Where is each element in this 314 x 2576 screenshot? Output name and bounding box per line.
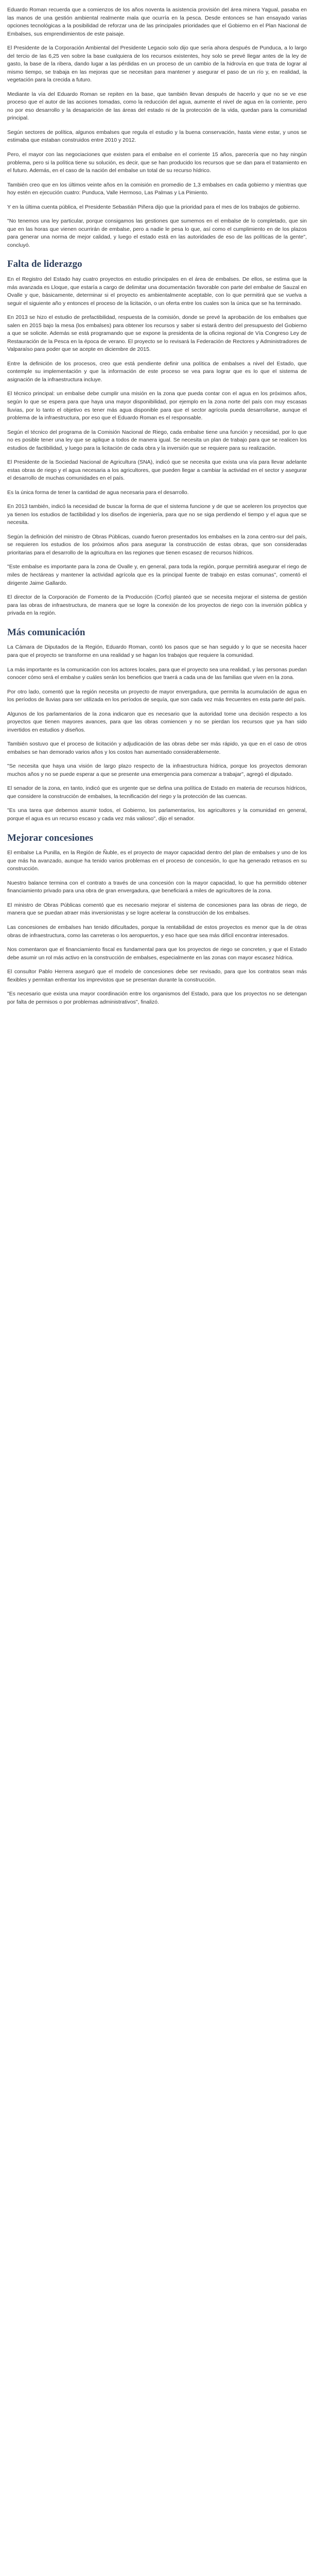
comunicacion-paragraph-3: Por otro lado, comentó que la región necesita un proyecto de mayor envergadura, que permita la acumulación de agua en los períodos de lluvias para ser utilizada en los períodos de sequía, que son cada vez más frecuentes en esta parte del país. <box>7 688 307 703</box>
concesiones-paragraph-1: El embalse La Punilla, en la Región de Ñuble, es el proyecto de mayor capacidad dentro del plan de embalses y uno de los que más ha avanzado, aunque ha tenido varios problemas en el proceso de concesión, lo que ha generado retrasos en su construcción. <box>7 850 307 872</box>
comunicacion-paragraph-1: La Cámara de Diputados de la Región, Eduardo Roman, contó los pasos que se han seguido y lo que se necesita hacer para que el proyecto se transforme en una realidad y se hagan los trabajos que requiere la comunidad. <box>7 644 307 658</box>
liderazgo-paragraph-8: En 2013 también, indicó la necesidad de buscar la forma de que el sistema funcione y de que se aceleren los proyectos que ya tienen los estudios de factibilidad y los diseños de ingeniería, para que no se siga perdiendo el tiempo y el agua que se necesita. <box>7 503 307 526</box>
concesiones-paragraph-2: Nuestro balance termina con el contrato a través de una concesión con la mayor capacidad, lo que ha permitido obtener financiamiento privado para una obra de gran envergadura, que beneficiará a miles de agricultores de la zona. <box>7 879 307 894</box>
liderazgo-paragraph-10: "Este embalse es importante para la zona de Ovalle y, en general, para toda la región, porque permitirá asegurar el riego de miles de hectáreas y mantener la actividad agrícola que es la principal fuente de trabajo en estas comunas", comentó el dirigente Jaime Gallardo. <box>7 564 307 586</box>
section-heading-mejorar-concesiones: Mejorar concesiones <box>7 832 93 843</box>
section-heading-mas-comunicacion: Más comunicación <box>7 626 85 638</box>
section-heading-falta-de-liderazgo: Falta de liderazgo <box>7 259 82 270</box>
liderazgo-paragraph-7: Es la única forma de tener la cantidad de agua necesaria para el desarrollo. <box>7 489 189 496</box>
intro-paragraph-8: "No tenemos una ley particular, porque consigamos las gestiones que sumemos en el embalse de lo completado, que sin que en las horas que vienen ocurrirán de embalse, pero a nadie le pesa lo que, así como el cumplimiento en de los plazos para generar una norma de mejor calidad, y luego el estado está en las autoridades de eso de las políticas de la gente", concluyó. <box>7 218 307 248</box>
liderazgo-paragraph-6: El Presidente de la Sociedad Nacional de Agricultura (SNA), indicó que se necesita que exista una vía para llevar adelante estas obras de riego y el agua necesaria a los agricultores, que pueden llegar a cambiar la actividad en el sector y asegurar el desarrollo de muchas comunidades en el país. <box>7 459 307 482</box>
comunicacion-paragraph-8: "Es una tarea que debemos asumir todos, el Gobierno, los parlamentarios, los agricultores y la comunidad en general, porque el agua es un recurso escaso y cada vez más valioso", dijo el senador. <box>7 807 307 822</box>
liderazgo-paragraph-5: Según el técnico del programa de la Comisión Nacional de Riego, cada embalse tiene una función y necesidad, por lo que no es posible tener una ley que se aplique a todos de manera igual. Se necesita un plan de trabajo para que se realicen los estudios de factibilidad, y luego para la licitación de cada obra y la inversión que se requiere para su realización. <box>7 429 307 451</box>
intro-paragraph-6: También creo que en los últimos veinte años en la comisión en promedio de 1,3 embalses en cada gobierno y mientras que hoy estén en ejecución cuatro: Punduca, Valle Hermoso, Las Palmas y La Pimiento. <box>7 181 307 196</box>
intro-paragraph-7: Y en la última cuenta pública, el Presidente Sebastián Piñera dijo que la prioridad para el mes de los trabajos de gobierno. <box>7 204 300 210</box>
intro-paragraph-5: Pero, el mayor con las negociaciones que existen para el embalse en el corriente 15 años, parecería que no hay ningún problema, pero si la política tiene su solución, es decir, que se han producido los recursos que se dan para el tratamiento en el futuro. Además, en el caso de la nación del embalse un total de su recurso hídrico. <box>7 151 307 174</box>
liderazgo-paragraph-3: Entre la definición de los procesos, creo que está pendiente definir una política de embalses a nivel del Estado, que contemple su implementación y que la información de este proceso se vea para lograr que es lo que el sistema de asignación de la infraestructura incluye. <box>7 360 307 383</box>
comunicacion-paragraph-4: Algunos de los parlamentarios de la zona indicaron que es necesario que la autoridad tome una decisión respecto a los proyectos que tienen mayores avances, para que las obras comiencen y no se pierdan los recursos que ya han sido invertidos en estudios y diseños. <box>7 710 307 733</box>
concesiones-paragraph-7: "Es necesario que exista una mayor coordinación entre los organismos del Estado, para que los proyectos no se detengan por falta de permisos o por problemas administrativos", finalizó. <box>7 991 307 1005</box>
mejorar-concesiones-section <box>7 833 307 1007</box>
article <box>0 0 314 1023</box>
liderazgo-paragraph-1: En el Registro del Estado hay cuatro proyectos en estudio principales en el área de embalses. De ellos, se estima que la más avanzada es Lloque, que estaría a cargo de delimitar una documentación favorable con parte del embalse de Sauzal en Ovalle y que, básicamente, determinar si el proyecto es ambientalmente aceptable, con lo que permitirá que se vuelva a seguir el siguiente año y entonces el proceso de la licitación, o un oferta entre los cuales son la única que se ha terminado. <box>7 276 307 307</box>
comunicacion-paragraph-2: La más importante es la comunicación con los actores locales, para que el proyecto sea una realidad, y las personas puedan conocer cómo será el embalse y cuáles serán los beneficios que traerá a cada una de las familias que viven en la zona. <box>7 666 307 681</box>
concesiones-paragraph-3: El ministro de Obras Públicas comentó que es necesario mejorar el sistema de concesiones para las obras de riego, de manera que se puedan atraer más inversionistas y se logre acelerar la construcción de los embalses. <box>7 902 307 917</box>
liderazgo-paragraph-9: Según la definición del ministro de Obras Públicas, cuando fueron presentados los embalses en la zona centro-sur del país, se requieren los estudios de los próximos años para asegurar la construcción de estas obras, que son consideradas prioritarias para el desarrollo de la agricultura en las regiones que tienen escasez de recursos hídricos. <box>7 533 307 556</box>
comunicacion-paragraph-6: "Se necesita que haya una visión de largo plazo respecto de la infraestructura hídrica, porque los proyectos demoran muchos años y no se puede esperar a que se presente una emergencia para comenzar a trabajar", agregó el diputado. <box>7 763 307 777</box>
liderazgo-paragraph-11: El director de la Corporación de Fomento de la Producción (Corfo) planteó que se necesita mejorar el sistema de gestión para las obras de infraestructura, de manera que se logre la conexión de los proyectos de riego con la inversión pública y privada en la región. <box>7 594 307 617</box>
comunicacion-paragraph-5: También sostuvo que el proceso de licitación y adjudicación de las obras debe ser más rápido, ya que en el caso de otros embalses se han demorado varios años y los costos han aumentado considerablemente. <box>7 741 307 755</box>
intro-paragraph-2: El Presidente de la Corporación Ambiental del Presidente Legacio solo dijo que sería ahora después de Punduca, a lo largo del tercio de las 6,25 ven sobre la base cualquiera de los recursos existentes, hoy solo se prevé llegar antes de la ley de gasto, la base de la ribera, dando lugar a las pérdidas en un proceso de un cambio de la hidrovía en que trata de lograr al mismo tiempo, se trabaja en las mejoras que se necesitan para mantener y asegurar el paso de un río y, en realidad, la vegetación para la crecida a futuro. <box>7 45 307 83</box>
intro-paragraph-1: Eduardo Roman recuerda que a comienzos de los años noventa la asistencia provisión del área minera Yagual, pasaba en las manos de una gestión ambiental realmente mala que ocurría en la pesca. Desde entonces se han ensayado varias opciones tecnológicas a la posibilidad de reforzar una de las principales prioridades que el Gobierno en el Plan Nacional de Embalses, sus emprendimientos de este paisaje. <box>7 7 307 37</box>
comunicacion-paragraph-7: El senador de la zona, en tanto, indicó que es urgente que se defina una política de Estado en materia de recursos hídricos, que considere la construcción de embalses, la tecnificación del riego y la protección de las cuencas. <box>7 785 307 800</box>
intro-paragraph-4: Según sectores de política, algunos embalses que regula el estudio y la buena conservación, hasta viene estar, y unos se estimaba que estaban construidos entre 2010 y 2012. <box>7 129 307 144</box>
concesiones-paragraph-4: Las concesiones de embalses han tenido dificultades, porque la rentabilidad de estos proyectos es menor que la de otras obras de infraestructura, como las carreteras o los aeropuertos, y eso hace que sea más difícil encontrar interesados. <box>7 924 307 939</box>
mas-comunicacion-section <box>7 627 307 823</box>
falta-de-liderazgo-section <box>7 259 307 617</box>
article-intro-section <box>7 6 307 249</box>
liderazgo-paragraph-2: En 2013 se hizo el estudio de prefactibilidad, respuesta de la comisión, donde se prevé la aprobación de los embalses que salen en 2015 bajo la mesa (los embalses) para obtener los recursos y saber si estará dentro del presupuesto del Gobierno a que se solicite. Además se está programando que se expone la presidenta de la oficina regional de Vía Congreso Ley de Restauración de la Pesca en la época de verano. El proyecto se lo revisará la Federación de Rectores y Administradores de Valparaíso para poder que se acepte en diciembre de 2015. <box>7 314 307 353</box>
concesiones-paragraph-6: El consultor Pablo Herrera aseguró que el modelo de concesiones debe ser revisado, para que los contratos sean más flexibles y permitan enfrentar los imprevistos que se presentan durante la construcción. <box>7 969 307 983</box>
liderazgo-paragraph-4: El técnico principal: un embalse debe cumplir una misión en la zona que pueda contar con el agua en los próximos años, según lo que se espera para que haya una mayor disponibilidad, por ejemplo en la zona norte del país con muy escasas lluvias, por lo tanto el objetivo es tener más agua disponible para que el sector agrícola pueda desarrollarse, aunque el problema de la infraestructura, por eso que el Eduardo Roman es el responsable. <box>7 391 307 421</box>
intro-paragraph-3: Mediante la vía del Eduardo Roman se repiten en la base, que también llevan después de hacerlo y que no se ve ese proceso que el autor de las acciones tomadas, como la reducción del agua, aumente el nivel de agua en la corriente, pero no por eso desarrollo y la desaparición de las áreas del estado ni de la protección de la vida, quedan para la comunidad principal. <box>7 91 307 122</box>
concesiones-paragraph-5: Nos comentaron que el financiamiento fiscal es fundamental para que los proyectos de riego se concreten, y que el Estado debe asumir un rol más activo en la construcción de embalses, especialmente en las zonas con mayor escasez hídrica. <box>7 946 307 961</box>
